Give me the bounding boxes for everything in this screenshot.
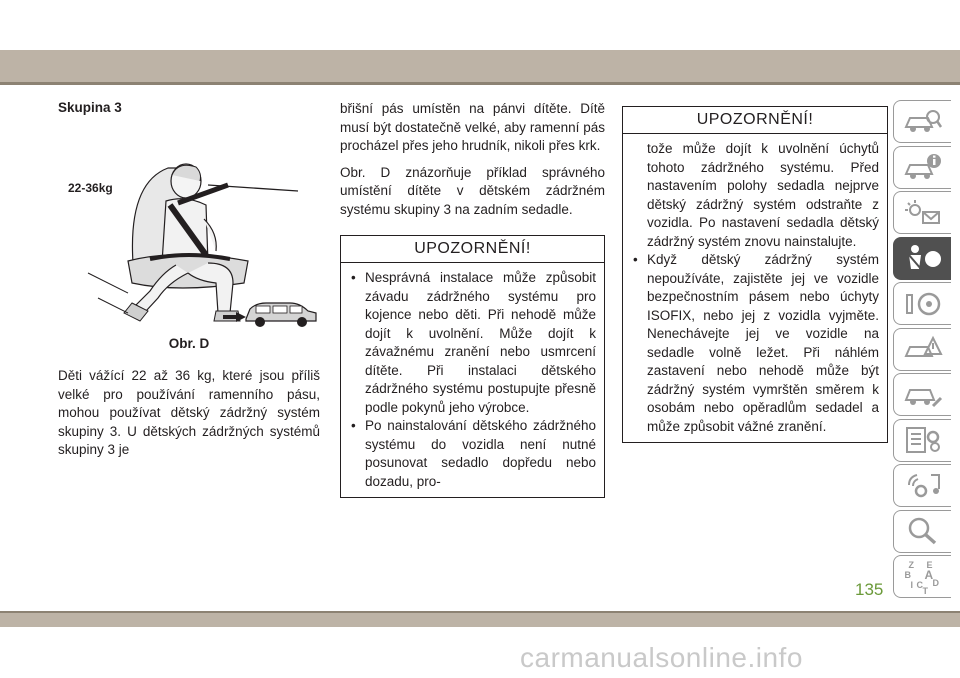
list-item: • Nesprávná instalace může způsobit závadu zádržného systému pro kojence nebo děti. Při nehodě může dojít k uvolnění. Může dojít k závažnému zranění nebo usmrcení dítěte. Při instalaci dětského zádržného systému postupujte přesně podle pokynů jeho výrobce. (351, 270, 596, 415)
figure-caption: Obr. D (168, 336, 210, 351)
warning-body (623, 134, 887, 442)
warning-title: UPOZORNĚNÍ! (623, 107, 887, 134)
chapter-tabs (893, 100, 953, 601)
header-band (0, 50, 960, 82)
bullet-icon: • (633, 252, 638, 267)
body-paragraph: Děti vážící 22 až 36 kg, které jsou příliš velké pro používání ramenního pásu, mohou používat dětský zádržný systém skupiny 3. U dětských zádržných systémů skupiny 3 je (58, 368, 320, 457)
multimedia-icon (903, 471, 943, 501)
tab-seatbelt-airbag[interactable] (893, 237, 951, 280)
car-service-icon (903, 380, 943, 410)
column-3 (622, 106, 888, 443)
tab-multimedia[interactable] (893, 464, 951, 507)
warning-body (341, 263, 604, 497)
bullet-icon: • (351, 270, 356, 285)
dashboard-lights-icon (903, 198, 943, 228)
tab-specifications[interactable] (893, 419, 951, 462)
seatbelt-airbag-icon (903, 243, 943, 273)
bullet-icon: • (351, 418, 356, 433)
body-paragraph: Obr. D znázorňuje příklad správného umístění dítěte v dětském zádržném systému skupiny 3 na zadním sedadle. (340, 164, 605, 217)
steering-wheel-icon (903, 289, 943, 319)
car-info-icon (903, 152, 943, 182)
warning-box (340, 235, 605, 498)
warning-title: UPOZORNĚNÍ! (341, 236, 604, 263)
page-number: 135 (855, 580, 884, 599)
watermark: carmanualsonline.info (520, 642, 803, 673)
tab-car-service[interactable] (893, 373, 951, 416)
child-booster-seat-illustration (58, 123, 320, 333)
column-1 (58, 100, 320, 468)
figure-weight-label: 22-36kg (68, 181, 113, 195)
tab-car-search[interactable] (893, 100, 951, 143)
list-item: • Když dětský zádržný systém nepoužíváte, zajistěte jej ve vozidle bezpečnostním pásem nebo úchyty ISOFIX, nebo jej z vozidla vyjměte. Nenechávejte jej ve vozidle na sedadle volně ležet. Při náhlém zastavení nebo nehodě může být zádržný systém vymrštěn směrem k osobám nebo opěradlům sedadel a může způsobit vážné zranění. (633, 252, 879, 434)
tab-steering-wheel[interactable] (893, 282, 951, 325)
warning-continuation: tože může dojít k uvolnění úchytů tohoto zádržného systému. Před nastavením polohy sedadla nejprve dětský zádržný systém odstraňte z vozidla. Po nastavení sedadla dětský zádržný systém znovu nainstalujte. (647, 141, 879, 249)
tab-dashboard-lights[interactable] (893, 191, 951, 234)
search-index-icon (903, 516, 943, 546)
footer-band (0, 613, 960, 627)
car-search-icon (903, 107, 943, 137)
section-heading: Skupina 3 (58, 100, 122, 115)
warning-box (622, 106, 888, 443)
warning-triangle-icon (903, 334, 943, 364)
tab-alphabet-index[interactable] (893, 555, 951, 598)
alphabet-index-icon: Z E B A I C D T (904, 559, 939, 596)
car-icon (246, 303, 316, 327)
body-paragraph: břišní pás umístěn na pánvi dítěte. Dítě musí být dostatečně velké, aby ramenní pás procházel přes jeho hrudník, nikoli přes krk. (340, 101, 605, 153)
tab-warning-triangle[interactable] (893, 328, 951, 371)
specifications-icon (903, 425, 943, 455)
list-item: • Po nainstalování dětského zádržného systému do vozidla není nutné posunovat sedadlo dopředu nebo dozadu, pro- (351, 418, 596, 489)
tab-car-info[interactable] (893, 146, 951, 189)
column-2 (340, 100, 605, 498)
figure-d (58, 123, 320, 353)
tab-search-index[interactable] (893, 510, 951, 553)
header-rule (0, 82, 960, 85)
